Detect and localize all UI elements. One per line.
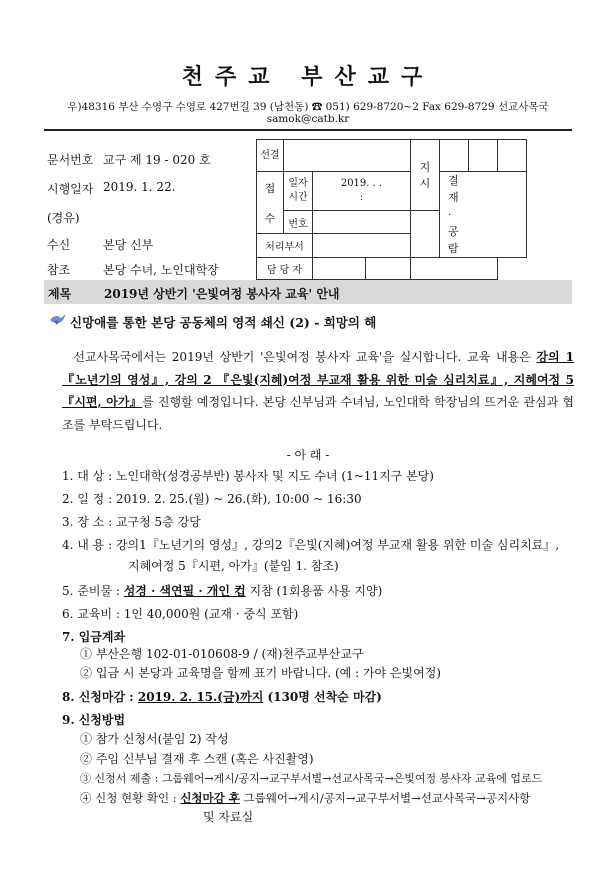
arae-heading: - 아 래 - [286, 448, 330, 462]
supplies-underlined: 성경 · 색연필 · 개인 컵 [123, 584, 246, 598]
time-sub-label: 시간 [288, 191, 308, 203]
ji-blank-1 [440, 140, 469, 172]
item-venue: 3. 장 소 : 교구청 5층 강당 [62, 515, 201, 529]
deadline-end: (130명 선착순 마감) [263, 690, 382, 704]
org-title: 천주교 부산교구 [181, 64, 435, 90]
subject-label: 제목 [48, 287, 72, 301]
ji-char: 지 [419, 160, 431, 174]
number-label: 번호 [284, 210, 313, 234]
receipt-date-value: 2019. . . [340, 177, 383, 189]
account-line-2: ② 입금 시 본당과 교육명을 함께 표기 바랍니다. (예 : 가야 은빛여정) [80, 666, 441, 680]
seongyeol-blank [284, 140, 411, 172]
reference-value: 본당 수녀, 노인대학장 [103, 263, 219, 277]
org-email: samok@catb.kr [266, 113, 350, 125]
date-value: 2019. 1. 22. [103, 180, 176, 194]
method-step-4-cont: 및 자료실 [203, 810, 254, 824]
ji-blank-3 [498, 140, 527, 172]
si-char: 시 [419, 176, 431, 190]
item-account: 7. 입금계좌 [62, 630, 126, 644]
date-time-value [313, 172, 411, 211]
date-time-label [284, 172, 313, 211]
date-sub-label: 일자 [288, 177, 308, 189]
approval-table [256, 139, 527, 280]
item-deadline [62, 688, 382, 705]
ji-si-cell [411, 140, 440, 211]
banner-text: 신망애를 통한 본당 공동체의 영적 쇄신 (2) - 희망의 해 [70, 315, 377, 330]
account-line-1: ① 부산은행 102-01-010608-9 / (재)천주교부산교구 [80, 647, 364, 661]
doc-number-label: 문서번호 [47, 153, 94, 167]
supplies-end: 지참 (1회용품 사용 지양) [245, 584, 383, 598]
recipient-label: 수신 [47, 238, 71, 252]
item-method: 9. 신청방법 [62, 713, 126, 727]
manager-blank-2 [366, 258, 411, 280]
jeop-char: 접 [264, 181, 276, 195]
intro-text-underlined: 강의 1 『노년기의 영성』, 강의 2 『은빛(지혜)여정 부교재 활용 위한 미술 심리치료』, 지혜여정 5 『시편, 아가』 [62, 350, 575, 409]
step4-underlined: 신청마감 후 [180, 791, 240, 805]
org-address: 우)48316 부산 수영구 수영로 427번길 39 (남천동) ☎ 051) 629-8720~2 Fax 629-8729 선교사목국 [67, 101, 549, 113]
supplies-label: 5. 준비물 : [62, 584, 124, 598]
deadline-label: 8. 신청마감 : [62, 690, 138, 704]
item-content: 4. 내 용 : 강의1『노년기의 영성』, 강의2『은빛(지혜)여정 부교재 활용 위한 미술 심리치료』, [62, 538, 560, 552]
item-supplies [62, 582, 382, 599]
reference-label: 참조 [47, 263, 71, 277]
step4-end: 그룹웨어→게시/공지→교구부서별→선교사목국→공지사항 [239, 791, 531, 805]
dove-icon [48, 311, 68, 331]
deadline-underlined: 2019. 2. 15.(금)까지 [137, 690, 264, 704]
item-content-cont: 지혜여정 5『시편, 아가』(붙임 1. 참조) [128, 559, 339, 573]
receipt-time-value: : [359, 191, 364, 203]
date-label: 시행일자 [47, 182, 94, 196]
method-step-1: ① 참가 신청서(붙임 2) 작성 [80, 732, 229, 746]
dot-char: · [448, 208, 452, 221]
jae-char: 재 [448, 191, 459, 204]
method-step-3: ③ 신청서 제출 : 그룹웨어→게시/공지→교구부서별→선교사목국→은빛여정 봉사자 교육에 업로드 [80, 772, 543, 785]
manager-blank-1 [313, 258, 366, 280]
manager-label: 담 당 자 [257, 258, 313, 280]
number-blank [313, 210, 411, 234]
doc-number-value: 교구 제 19 - 020 호 [103, 153, 211, 167]
manager-blank-3 [411, 258, 498, 280]
intro-paragraph [62, 346, 574, 436]
via-label: (경유) [47, 211, 80, 225]
item-target: 1. 대 상 : 노인대학(성경공부반) 봉사자 및 지도 수녀 (1~11지구 본당) [62, 469, 434, 483]
seongyeol-cell: 선결 [257, 140, 284, 172]
subject-text: 2019년 상반기 '은빛여정 봉사자 교육' 안내 [104, 287, 340, 301]
su-char: 수 [264, 211, 276, 225]
item-schedule: 2. 일 정 : 2019. 2. 25.(월) ~ 26.(화), 10:00 ~ 16:30 [62, 492, 362, 506]
recipient-value: 본당 신부 [103, 238, 154, 252]
step4-label: ④ 신청 현황 확인 : [80, 791, 181, 805]
item-fee: 6. 교육비 : 1인 40,000원 (교재 · 중식 포함) [62, 607, 299, 621]
intro-text-2: 를 진행할 예정입니다. 본당 신부님과 수녀님, 노인대학 학장님의 뜨거운 관심과 협조를 부탁드립니다. [62, 395, 574, 432]
processor-label: 처리부서 [257, 234, 313, 258]
gyeoljae-cell [440, 172, 527, 258]
header-rule [44, 129, 572, 131]
method-step-2: ② 주임 신부님 결재 후 스캔 (혹은 사진촬영) [80, 752, 314, 766]
processor-blank [313, 234, 411, 258]
method-step-4 [80, 790, 530, 806]
jeopsu-cell [257, 172, 284, 234]
intro-text-1: 선교사목국에서는 2019년 상반기 '은빛여정 봉사자 교육'을 실시합니다. 교육 내용은 [73, 350, 537, 364]
gyeol-char: 결 [448, 174, 459, 187]
subject-bar [44, 280, 572, 304]
gong-char: 공 [448, 225, 459, 238]
ram-char: 람 [448, 242, 459, 255]
ji-blank-2 [469, 140, 498, 172]
